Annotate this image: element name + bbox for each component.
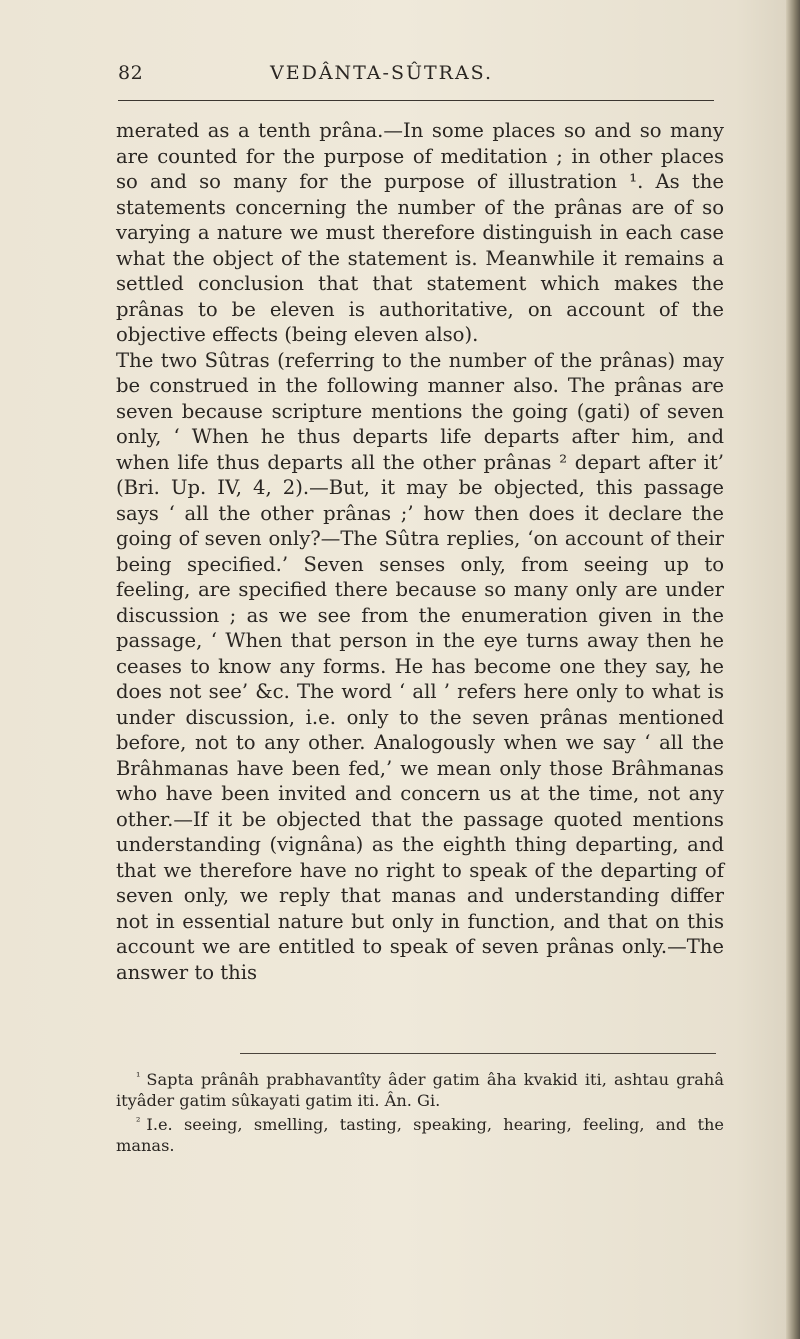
page-header <box>118 62 718 92</box>
footnote-rule <box>240 1053 716 1054</box>
footnote-1-mark: ¹ <box>136 1070 141 1083</box>
header-rule <box>118 100 714 101</box>
paragraph-2: The two Sûtras (referring to the number of the prânas) may be construed in the following manner also. The prânas are seven because scripture mentions the going (gati) of seven only, ‘ When he thus departs life departs after him, and when life thus departs all the other prânas ² depart after it’ (Bri. Up. IV, 4, 2).—But, it may be objected, this passage says ‘ all the other prânas ;’ how then does it declare the going of seven only?—The Sûtra replies, ‘on account of their being specified.’ Seven senses only, from seeing up to feeling, are specified there because so many only are under discussion ; as we see from the enumeration given in the passage, ‘ When that person in the eye turns away then he ceases to know any forms. He has become one they say, he does not see’ &c. The word ‘ all ’ refers here only to what is under discussion, i.e. only to the seven prânas mentioned before, not to any other. Analogously when we say ‘ all the Brâhmanas have been fed,’ we mean only those Brâhmanas who have been invited and concern us at the time, not any other.—If it be objected that the passage quoted mentions understanding (vignâna) as the eighth thing departing, and that we therefore have no right to speak of the departing of seven only, we reply that manas and understanding differ not in essential nature but only in function, and that on this account we are entitled to speak of seven prânas only.—The answer to this <box>116 348 724 984</box>
footnotes <box>116 1066 724 1156</box>
footnote-2-text: I.e. seeing, smelling, tasting, speaking, hearing, feeling, and the manas. <box>116 1115 724 1155</box>
paragraph-1: merated as a tenth prâna.—In some places so and so many are counted for the purpose of meditation ; in other places so and so many for the purpose of illustration ¹. As the statements concerning the number of the prânas are of so varying a nature we must therefore distinguish in each case what the object of the statement is. Meanwhile it remains a settled conclusion that that statement which makes the prânas to be eleven is authoritative, on account of the objective effects (being eleven also). <box>116 119 724 346</box>
running-head: VEDÂNTA-SÛTRAS. <box>270 62 494 84</box>
page-number: 82 <box>118 62 144 84</box>
footnote-1-text: Sapta prânâh prabhavantîty âder gatim âha kvakid iti, ashtau grahâ ityâder gatim sûkayati gatim iti. Ân. Gi. <box>116 1070 724 1110</box>
footnote-2-mark: ² <box>136 1115 141 1128</box>
page-edge-shadow <box>786 0 800 1339</box>
body-text <box>116 118 724 985</box>
footnote-1 <box>116 1066 724 1111</box>
footnote-2 <box>116 1111 724 1156</box>
